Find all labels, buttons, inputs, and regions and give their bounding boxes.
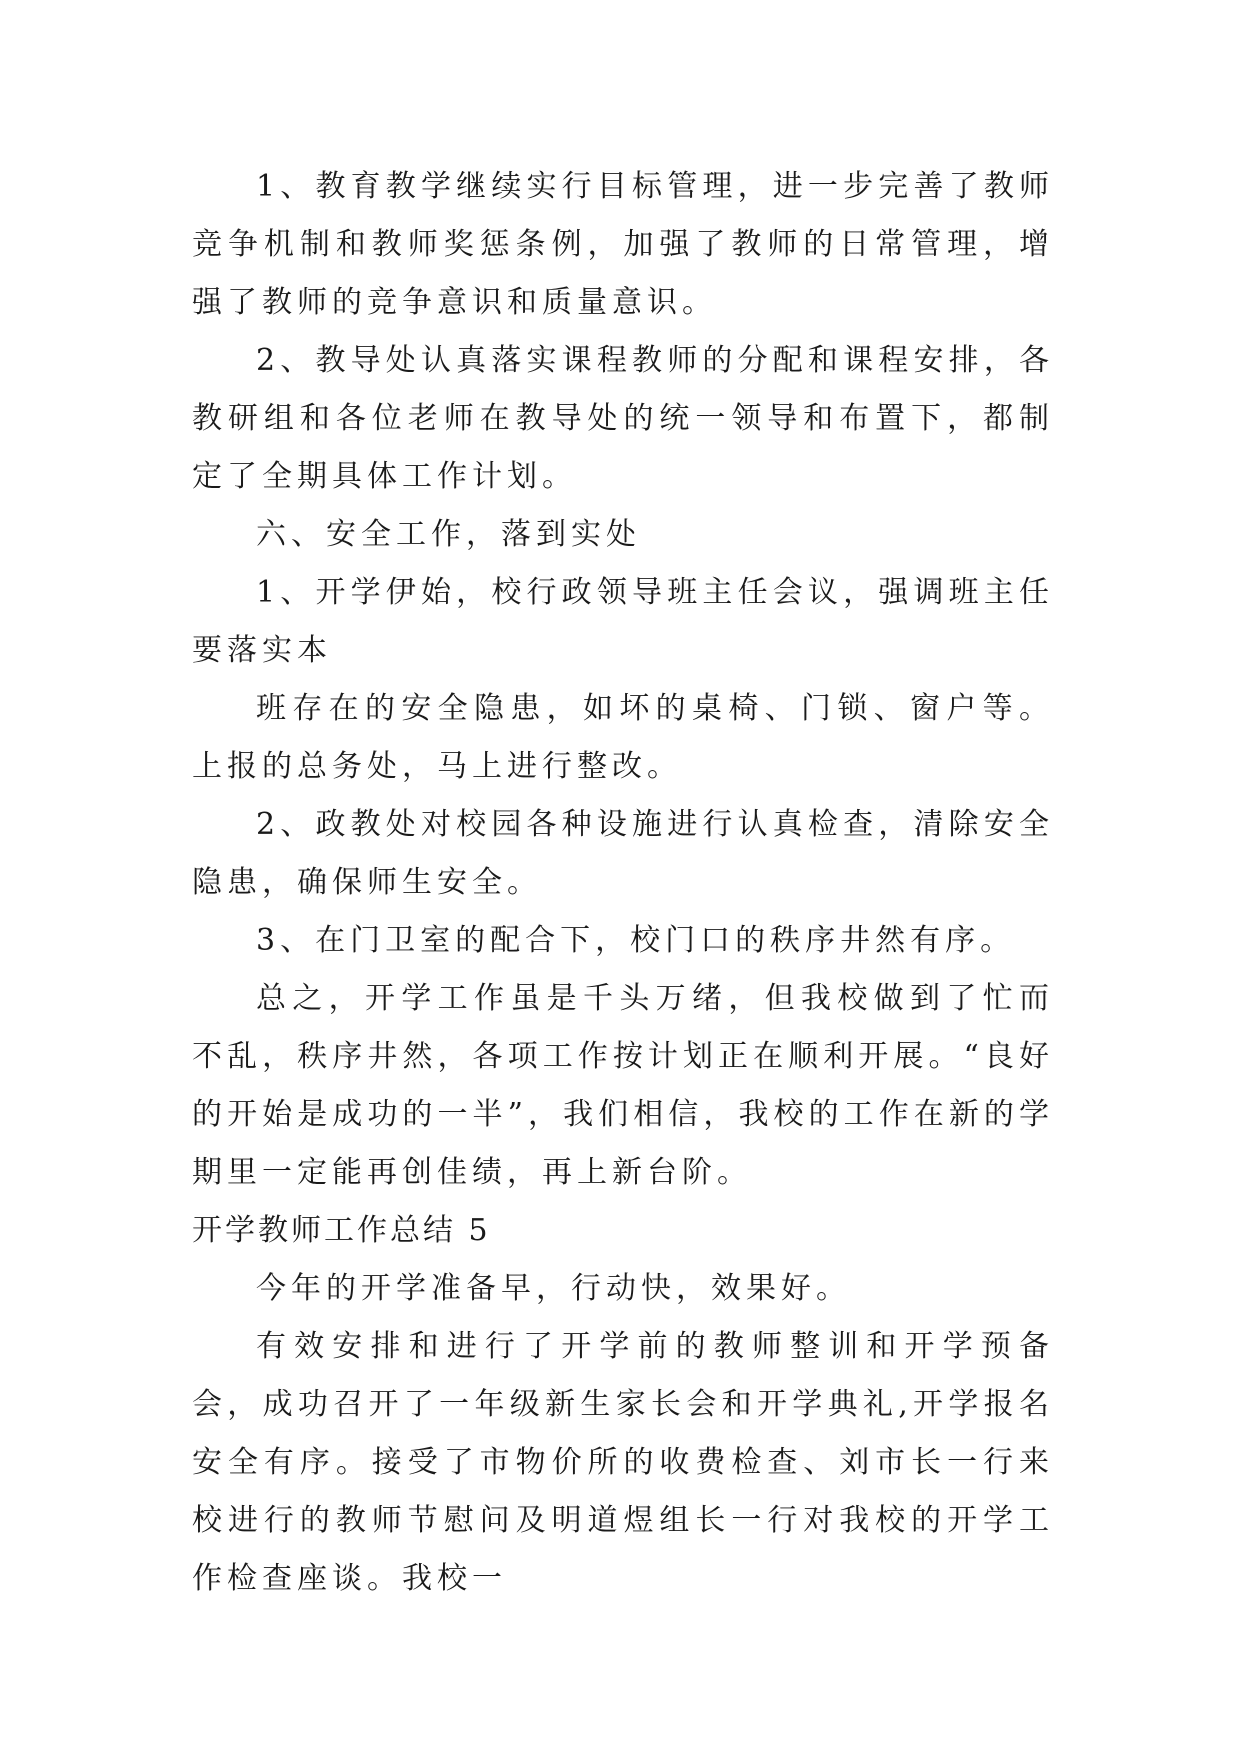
- paragraph-preparation-summary: 今年的开学准备早，行动快，效果好。: [256, 1271, 851, 1306]
- section-title: 开学教师工作总结 5: [192, 1213, 491, 1248]
- paragraph-teaching-goal-management: 1、教育教学继续实行目标管理，进一步完善了教师竞争机制和教师奖惩条例，加强了教师的日常管理，增强了教师的竞争意识和质量意识。: [192, 169, 1054, 320]
- paragraph-safety-meeting: 1、开学伊始，校行政领导班主任会议，强调班主任要落实本: [192, 575, 1054, 668]
- paragraph-conclusion: 总之，开学工作虽是千头万绪，但我校做到了忙而不乱，秩序井然，各项工作按计划正在顺利开展。“良好的开始是成功的一半”，我们相信，我校的工作在新的学期里一定能再创佳绩，再上新台阶。: [192, 981, 1054, 1190]
- document-body: [192, 158, 1054, 1608]
- paragraph-safety-hazards: 班存在的安全隐患，如坏的桌椅、门锁、窗户等。上报的总务处，马上进行整改。: [192, 691, 1054, 784]
- paragraph-facility-inspection: 2、政教处对校园各种设施进行认真检查，清除安全隐患，确保师生安全。: [192, 807, 1054, 900]
- paragraph-safety-heading: 六、安全工作，落到实处: [256, 517, 641, 552]
- paragraph-course-arrangement: 2、教导处认真落实课程教师的分配和课程安排，各教研组和各位老师在教导处的统一领导和布置下，都制定了全期具体工作计划。: [192, 343, 1054, 494]
- paragraph-preparation-details: 有效安排和进行了开学前的教师整训和开学预备会，成功召开了一年级新生家长会和开学典礼,开学报名安全有序。接受了市物价所的收费检查、刘市长一行来校进行的教师节慰问及明道煜组长一行对我校的开学工作检查座谈。我校一: [192, 1329, 1054, 1596]
- paragraph-gate-order: 3、在门卫室的配合下，校门口的秩序井然有序。: [256, 923, 1016, 958]
